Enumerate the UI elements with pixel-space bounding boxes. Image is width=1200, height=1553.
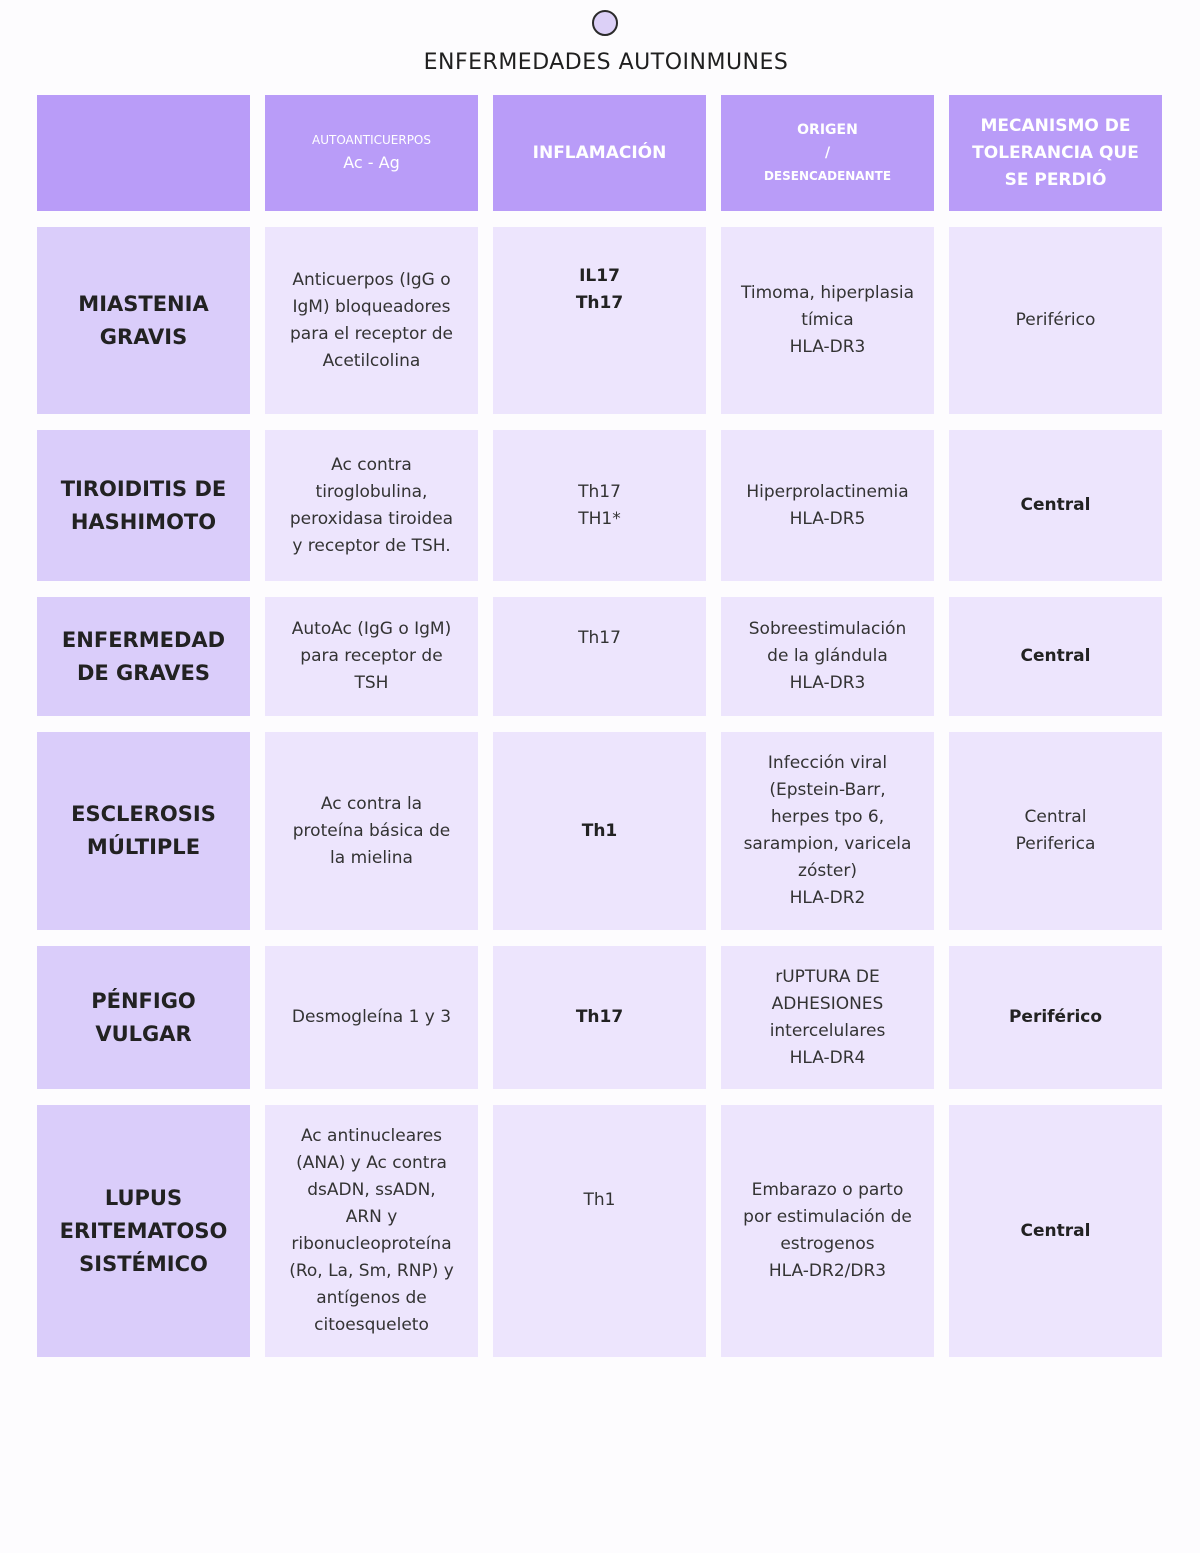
header-autoanticuerpos-sub: Ac - Ag <box>343 153 400 172</box>
circle-decoration-icon <box>592 10 618 36</box>
inflamacion-cell: Th17 TH1* <box>493 430 706 581</box>
origen-cell: Hiperprolactinemia HLA-DR5 <box>721 430 934 581</box>
origen-cell: rUPTURA DE ADHESIONES intercelulares HLA-DR4 <box>721 946 934 1089</box>
header-origen-sub: DESENCADENANTE <box>763 168 892 183</box>
disease-name: TIROIDITIS DE HASHIMOTO <box>37 430 250 581</box>
header-mecanismo: MECANISMO DE TOLERANCIA QUE SE PERDIÓ <box>949 95 1162 211</box>
header-origen-title: ORIGEN <box>797 121 858 138</box>
page-title: ENFERMEDADES AUTOINMUNES <box>423 50 789 75</box>
disease-name: ESCLEROSIS MÚLTIPLE <box>37 732 250 930</box>
mecanismo-cell: Central <box>949 597 1162 716</box>
header-inflamacion: INFLAMACIÓN <box>493 95 706 211</box>
mecanismo-cell: Periférico <box>949 946 1162 1089</box>
header-origen-slash: / <box>824 144 831 161</box>
origen-cell: Timoma, hiperplasia tímica HLA-DR3 <box>721 227 934 414</box>
header-autoanticuerpos-title: AUTOANTICUERPOS <box>312 133 431 147</box>
disease-name: PÉNFIGO VULGAR <box>37 946 250 1089</box>
inflamacion-cell: IL17 Th17 <box>493 227 706 414</box>
inflamacion-cell: Th1 <box>493 732 706 930</box>
autoimmune-table <box>37 95 1162 1357</box>
mecanismo-cell: Periférico <box>949 227 1162 414</box>
autoanticuerpos-cell: Ac contra tiroglobulina, peroxidasa tiroidea y receptor de TSH. <box>265 430 478 581</box>
autoanticuerpos-cell: Ac antinucleares (ANA) y Ac contra dsADN, ssADN, ARN y ribonucleoproteína (Ro, La, Sm, RNP) y antígenos de citoesqueleto <box>265 1105 478 1357</box>
origen-cell: Infección viral (Epstein-Barr, herpes tpo 6, sarampion, varicela zóster) HLA-DR2 <box>721 732 934 930</box>
mecanismo-cell: Central Periferica <box>949 732 1162 930</box>
origen-cell: Sobreestimulación de la glándula HLA-DR3 <box>721 597 934 716</box>
inflamacion-cell: Th17 <box>493 946 706 1089</box>
inflamacion-cell: Th17 <box>493 597 706 716</box>
disease-name: ENFERMEDAD DE GRAVES <box>37 597 250 716</box>
disease-name: MIASTENIA GRAVIS <box>37 227 250 414</box>
header-empty <box>37 95 250 211</box>
mecanismo-cell: Central <box>949 1105 1162 1357</box>
disease-name: LUPUS ERITEMATOSO SISTÉMICO <box>37 1105 250 1357</box>
mecanismo-cell: Central <box>949 430 1162 581</box>
autoanticuerpos-cell: Anticuerpos (IgG o IgM) bloqueadores para el receptor de Acetilcolina <box>265 227 478 414</box>
autoanticuerpos-cell: AutoAc (IgG o IgM) para receptor de TSH <box>265 597 478 716</box>
header-origen <box>721 95 934 211</box>
autoanticuerpos-cell: Desmogleína 1 y 3 <box>265 946 478 1089</box>
header-autoanticuerpos <box>265 95 478 211</box>
autoanticuerpos-cell: Ac contra la proteína básica de la mielina <box>265 732 478 930</box>
origen-cell: Embarazo o parto por estimulación de estrogenos HLA-DR2/DR3 <box>721 1105 934 1357</box>
inflamacion-cell: Th1 <box>493 1105 706 1357</box>
